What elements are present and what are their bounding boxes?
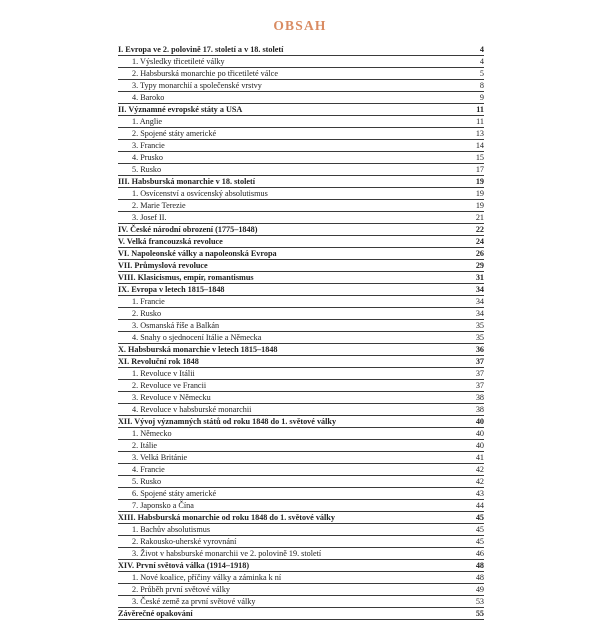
- toc-subsection-row: [118, 212, 484, 224]
- toc-subsection-row: [118, 500, 484, 512]
- toc-page-number: 35: [475, 333, 484, 342]
- toc-entry-label: 5. Rusko: [132, 165, 162, 174]
- toc-page-number: 37: [475, 369, 484, 378]
- toc-page-number: 42: [475, 465, 484, 474]
- toc-entry-label: 1. Anglie: [132, 117, 163, 126]
- toc-entry-label: 3. České země za první světové války: [132, 597, 256, 606]
- toc-page-number: 53: [475, 597, 484, 606]
- toc-chapter-row: [118, 104, 484, 116]
- toc-page-number: 4: [479, 57, 484, 66]
- toc-page-number: 34: [475, 285, 484, 294]
- toc-page-number: 43: [475, 489, 484, 498]
- toc-entry-label: Závěrečné opakování: [118, 609, 193, 618]
- toc-page-number: 40: [475, 441, 484, 450]
- toc-page-number: 55: [475, 609, 484, 618]
- toc-entry-label: XIII. Habsburská monarchie od roku 1848 do 1. světové války: [118, 513, 335, 522]
- toc-subsection-row: [118, 596, 484, 608]
- toc-page-number: 13: [475, 129, 484, 138]
- toc-page-number: 11: [476, 105, 484, 114]
- toc-entry-label: I. Evropa ve 2. polovině 17. století a v 18. století: [118, 45, 284, 54]
- toc-subsection-row: [118, 464, 484, 476]
- toc-entry-label: 2. Revoluce ve Francii: [132, 381, 207, 390]
- toc-entry-label: V. Velká francouzská revoluce: [118, 237, 223, 246]
- toc-entry-label: 4. Revoluce v habsburské monarchii: [132, 405, 252, 414]
- toc-entry-label: 1. Francie: [132, 297, 165, 306]
- toc-page-number: 19: [475, 201, 484, 210]
- toc-page-number: 34: [475, 297, 484, 306]
- toc-entry-label: 1. Nové koalice, příčiny války a záminka k ní: [132, 573, 282, 582]
- toc-page-number: 15: [475, 153, 484, 162]
- toc-page-number: 37: [475, 357, 484, 366]
- toc-chapter-row: [118, 260, 484, 272]
- toc-entry-label: 2. Itálie: [132, 441, 158, 450]
- toc-page-number: 24: [475, 237, 484, 246]
- toc-page-number: 26: [475, 249, 484, 258]
- toc-subsection-row: [118, 548, 484, 560]
- toc-chapter-row: [118, 284, 484, 296]
- toc-entry-label: 1. Výsledky třicetileté války: [132, 57, 225, 66]
- toc-page-number: 48: [475, 573, 484, 582]
- toc-entry-label: III. Habsburská monarchie v 18. století: [118, 177, 256, 186]
- toc-page-number: 37: [475, 381, 484, 390]
- toc-entry-label: 3. Osmanská říše a Balkán: [132, 321, 220, 330]
- toc-subsection-row: [118, 428, 484, 440]
- toc-entry-label: VIII. Klasicismus, empír, romantismus: [118, 273, 254, 282]
- toc-subsection-row: [118, 476, 484, 488]
- toc-page-number: 38: [475, 405, 484, 414]
- toc-page-number: 49: [475, 585, 484, 594]
- toc-page-number: 8: [479, 81, 484, 90]
- toc-entry-label: 3. Josef II.: [132, 213, 167, 222]
- toc-entry-label: 6. Spojené státy americké: [132, 489, 217, 498]
- toc-entry-label: 2. Rakousko-uherské vyrovnání: [132, 537, 237, 546]
- toc-entry-label: 2. Habsburská monarchie po třicetileté válce: [132, 69, 278, 78]
- toc-page-number: 31: [475, 273, 484, 282]
- toc-entry-label: 2. Průběh první světové války: [132, 585, 231, 594]
- toc-entry-label: 4. Prusko: [132, 153, 163, 162]
- toc-entry-label: 1. Revoluce v Itálii: [132, 369, 195, 378]
- toc-entry-label: 4. Baroko: [132, 93, 165, 102]
- toc-subsection-row: [118, 188, 484, 200]
- toc-subsection-row: [118, 308, 484, 320]
- toc-subsection-row: [118, 452, 484, 464]
- toc-page-number: 34: [475, 309, 484, 318]
- toc-chapter-row: [118, 236, 484, 248]
- toc-page-number: 45: [475, 525, 484, 534]
- toc-chapter-row: [118, 608, 484, 620]
- toc-entry-label: 3. Život v habsburské monarchii ve 2. polovině 19. století: [132, 549, 322, 558]
- toc-subsection-row: [118, 128, 484, 140]
- toc-page-number: 29: [475, 261, 484, 270]
- toc-page-number: 35: [475, 321, 484, 330]
- toc-entry-label: 2. Rusko: [132, 309, 162, 318]
- toc-entry-label: 3. Revoluce v Německu: [132, 393, 211, 402]
- toc-entry-label: 4. Snahy o sjednocení Itálie a Německa: [132, 333, 262, 342]
- toc-entry-label: 1. Německo: [132, 429, 172, 438]
- toc-entry-label: 2. Spojené státy americké: [132, 129, 217, 138]
- toc-subsection-row: [118, 404, 484, 416]
- toc-subsection-row: [118, 584, 484, 596]
- toc-subsection-row: [118, 368, 484, 380]
- toc-entry-label: IV. České národní obrození (1775–1848): [118, 225, 258, 234]
- toc-chapter-row: [118, 560, 484, 572]
- toc-chapter-row: [118, 356, 484, 368]
- toc-subsection-row: [118, 92, 484, 104]
- page-title: OBSAH: [273, 18, 327, 33]
- toc-page-number: 45: [475, 537, 484, 546]
- toc-subsection-row: [118, 320, 484, 332]
- toc-page-number: 9: [479, 93, 484, 102]
- toc-page-number: 36: [475, 345, 484, 354]
- toc-subsection-row: [118, 80, 484, 92]
- toc-subsection-row: [118, 164, 484, 176]
- toc-page-number: 21: [475, 213, 484, 222]
- toc-page-number: 5: [479, 69, 484, 78]
- toc-list: [118, 44, 484, 620]
- toc-chapter-row: [118, 176, 484, 188]
- toc-subsection-row: [118, 140, 484, 152]
- toc-page-number: 11: [476, 117, 484, 126]
- toc-entry-label: 7. Japonsko a Čína: [132, 501, 194, 510]
- toc-subsection-row: [118, 116, 484, 128]
- toc-page-number: 45: [475, 513, 484, 522]
- toc-entry-label: XII. Vývoj významných států od roku 1848 do 1. světové války: [118, 417, 337, 426]
- toc-entry-label: 3. Typy monarchií a společenské vrstvy: [132, 81, 262, 90]
- toc-subsection-row: [118, 440, 484, 452]
- toc-entry-label: VI. Napoleonské války a napoleonská Evropa: [118, 249, 277, 258]
- toc-page-number: 42: [475, 477, 484, 486]
- toc-entry-label: II. Významné evropské státy a USA: [118, 105, 243, 114]
- toc-entry-label: IX. Evropa v letech 1815–1848: [118, 285, 225, 294]
- toc-subsection-row: [118, 200, 484, 212]
- toc-entry-label: VII. Průmyslová revoluce: [118, 261, 208, 270]
- toc-page-number: 19: [475, 177, 484, 186]
- toc-entry-label: 5. Rusko: [132, 477, 162, 486]
- toc-entry-label: 3. Francie: [132, 141, 165, 150]
- toc-subsection-row: [118, 488, 484, 500]
- toc-entry-label: 2. Marie Terezie: [132, 201, 186, 210]
- toc-chapter-row: [118, 344, 484, 356]
- toc-subsection-row: [118, 536, 484, 548]
- toc-entry-label: X. Habsburská monarchie v letech 1815–1848: [118, 345, 278, 354]
- toc-page-number: 40: [475, 417, 484, 426]
- toc-subsection-row: [118, 68, 484, 80]
- toc-subsection-row: [118, 524, 484, 536]
- toc-chapter-row: [118, 44, 484, 56]
- toc-page-number: 46: [475, 549, 484, 558]
- toc-subsection-row: [118, 392, 484, 404]
- toc-page-number: 14: [475, 141, 484, 150]
- toc-page-number: 17: [475, 165, 484, 174]
- toc-entry-label: 4. Francie: [132, 465, 165, 474]
- toc-chapter-row: [118, 248, 484, 260]
- toc-page-number: 40: [475, 429, 484, 438]
- toc-chapter-row: [118, 224, 484, 236]
- toc-chapter-row: [118, 416, 484, 428]
- toc-subsection-row: [118, 380, 484, 392]
- toc-page-number: 44: [475, 501, 484, 510]
- toc-subsection-row: [118, 572, 484, 584]
- toc-entry-label: 1. Bachův absolutismus: [132, 525, 211, 534]
- toc-subsection-row: [118, 152, 484, 164]
- toc-entry-label: XI. Revoluční rok 1848: [118, 357, 199, 366]
- toc-entry-label: 1. Osvícenství a osvícenský absolutismus: [132, 189, 268, 198]
- toc-page-number: 19: [475, 189, 484, 198]
- toc-subsection-row: [118, 332, 484, 344]
- toc-subsection-row: [118, 296, 484, 308]
- toc-entry-label: 3. Velká Británie: [132, 453, 188, 462]
- toc-page-number: 38: [475, 393, 484, 402]
- toc-entry-label: XIV. První světová válka (1914–1918): [118, 561, 250, 570]
- toc-page-number: 22: [475, 225, 484, 234]
- toc-page-number: 4: [479, 45, 484, 54]
- toc-page-number: 41: [475, 453, 484, 462]
- toc-chapter-row: [118, 272, 484, 284]
- toc-chapter-row: [118, 512, 484, 524]
- toc-subsection-row: [118, 56, 484, 68]
- toc-page-number: 48: [475, 561, 484, 570]
